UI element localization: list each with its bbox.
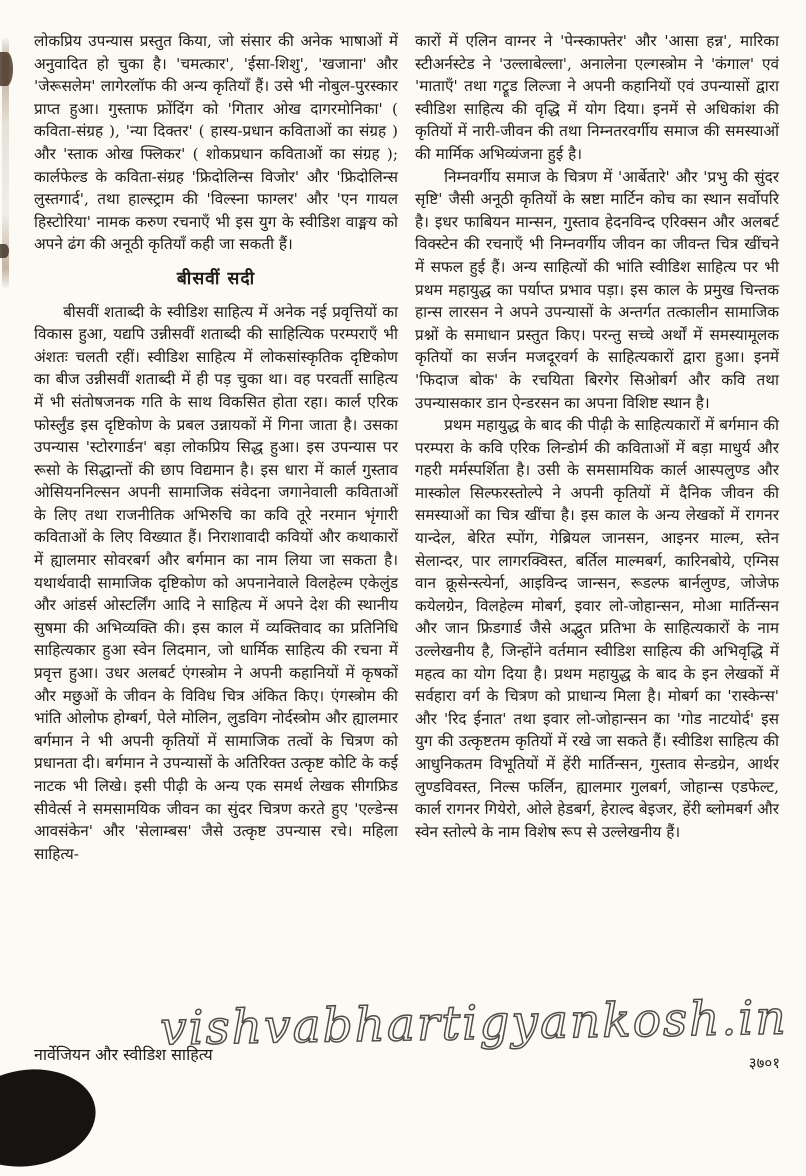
left-column [34,30,398,865]
page-number: ३७०१ [748,1054,780,1072]
body-paragraph: प्रथम महायुद्ध के बाद की पीढ़ी के साहित्यकारों में बर्गमान की परम्परा के कवि एरिक लिन्डोर्म की कविताओं में बड़ा माधुर्य और गहरी मर्मस्पर्शिता है। उसी के समसामयिक कार्ल आस्पलुण्ड और मास्कोल सिल्फरस्तोल्पे ने अपनी कृतियों में दैनिक जीवन की समस्याओं का चित्र खींचा है। इस काल के अन्य लेखकों में रागनर यान्देल, बेरित स्पोंग, गेब्रियल जानसन, आइनर माल्म, स्तेन सेलान्दर, पार लागरक्विस्त, बर्तिल माल्मबर्ग, कारिनबोये, एग्निस वान क्रूसेन्स्त्येर्ना, आइविन्द जान्सन, रूडल्फ बार्नलुण्ड, जोजेफ कयेलग्रेन, विलहेल्म मोबर्ग, इवार लो-जोहान्सन, मोआ मार्तिन्सन और जान फ्रिडगार्ड जैसे अद्भुत प्रतिभा के साहित्यकारों के नाम उल्लेखनीय है, जिन्होंने वर्तमान स्वीडिश साहित्य की अभिवृद्धि में महत्व का योग दिया है। प्रथम महायुद्ध के बाद के इन लेखकों में सर्वहारा वर्ग के चित्रण को प्राधान्य मिला है। मोबर्ग का 'रास्केन्स' और 'रिद ईनात' तथा इवार लो-जोहान्सन का 'गोड नाटयोर्द' इस युग की उत्कृष्टतम कृतियों में रखे जा सकते हैं। स्वीडिश साहित्य की आधुनिकतम विभूतियों में हेंरी मार्तिन्सन, गुस्ताव सेन्डग्रेन, आर्थर लुण्डविवस्त, निल्स फर्लिन, ह्यालमार गुलबर्ग, जोहान्स एडफेल्ट, कार्ल रागनर गियेरो, ओले हेडबर्ग, हेराल्द बेइजर, हेंरी ब्लोमबर्ग और स्वेन स्तोल्पे के नाम विशेष रूप से उल्लेखनीय हैं। [415,416,779,841]
section-heading: बीसवीं सदी [176,268,256,289]
right-column [415,30,779,865]
scan-corner-shadow [0,1060,103,1176]
body-paragraph: लोकप्रिय उपन्यास प्रस्तुत किया, जो संसार की अनेक भाषाओं में अनुवादित हो चुका है। 'चमत्कार', 'ईसा-शिशु', 'खजाना' और 'जेरूसलेम' लागेरलॉफ की अन्य कृतियाँ हैं। उसे भी नोबुल-पुरस्कार प्राप्त हुआ। गुस्ताफ फ्रोंदिंग को 'गितार ओख दागरमोनिका' ( कविता-संग्रह ), 'न्या दिक्तर' ( हास्य-प्रधान कविताओं का संग्रह ) और 'स्ताक ओख फ्लिकर' ( शोकप्रधान कविताओं का संग्रह ); कार्लफेल्ड के कविता-संग्रह 'फ्रिदोलिन्स विजोर' और 'फ्रिदोलिन्स लुस्तगार्द', तथा हाल्स्ट्राम की 'विल्स्ना फाग्लर' और 'एन गायल हिस्टोरिया' नामक करुण रचनाएँ भी इस युग के स्वीडिश वाङ्मय को अपने ढंग की अनूठी कृतियाँ कही जा सकती हैं। [34,32,398,254]
body-paragraph: निम्नवर्गीय समाज के चित्रण में 'आर्बेतारे' और 'प्रभु की सुंदर सृष्टि' जैसी अनूठी कृतियों के स्रष्टा मार्टिन कोच का स्थान सर्वोपरि है। इधर फाबियन मान्सन, गुस्ताव हेदनविन्द एरिक्सन और अलबर्ट विक्स्टेन की रचनाएँ भी निम्नवर्गीय जीवन का जीवन्त चित्र खींचने में सफल हुई हैं। अन्य साहित्यों की भांति स्वीडिश साहित्य पर भी प्रथम महायुद्ध का पर्याप्त प्रभाव पड़ा। इस काल के प्रमुख चिन्तक हान्स लारसन ने अपने उपन्यासों के अन्तर्गत तत्कालीन सामाजिक प्रश्नों के समाधान प्रस्तुत किए। परन्तु सच्चे अर्थों में समस्यामूलक कृतियों का सर्जन मजदूरवर्ग के साहित्यकारों द्वारा हुआ। इनमें 'फिदाज बोक' के रचयिता बिरगेर सिओबर्ग और कवि तथा उपन्यासकार डान ऐन्डरसन का अपना विशिष्ट स्थान है। [415,167,779,412]
body-paragraph: बीसवीं शताब्दी के स्वीडिश साहित्य में अनेक नई प्रवृत्तियों का विकास हुआ, यद्यपि उन्नीसवीं शताब्दी की साहित्यिक परम्पराएँ भी अंशतः चलती रहीं। स्वीडिश साहित्य में लोकसांस्कृतिक दृष्टिकोण का बीज उन्नीसवीं शताब्दी में ही पड़ चुका था। वह परवर्ती साहित्य में भी संतोषजनक गति के साथ विकसित होता रहा। कार्ल एरिक फोर्स्लुंड इस दृष्टिकोण के प्रबल उन्नायकों में गिना जाता है। उसका उपन्यास 'स्टोरगार्डन' बड़ा लोकप्रिय सिद्ध हुआ। इस उपन्यास पर रूसो के सिद्धान्तों की छाप विद्यमान है। इस धारा में कार्ल गुस्ताव ओसियननिल्सन अपनी सामाजिक संवेदना जगानेवाली कविताओं के लिए तथा राजनीतिक अभिरुचि का कवि तूरे नरमान भृंगारी कविताओं के लिए विख्यात हैं। निराशावादी कवियों और कथाकारों में ह्यालमार सोवरबर्ग और बर्गमान का नाम लिया जा सकता है। यथार्थवादी सामाजिक दृष्टिकोण को अपनानेवाले विलहेल्म एकेलुंड और आंडर्स ओस्टर्लिंग आदि ने साहित्य में अपने देश की स्थानीय सुषमा की अभिव्यक्ति की। इस काल में व्यक्तिवाद का प्रतिनिधि साहित्यकार हुआ स्वेन लिदमान, जो धार्मिक साहित्य की रचना में प्रवृत्त हुआ। उधर अलबर्ट एंगस्त्रोम ने अपनी कहानियों में कृषकों और मछुओं के जीवन के विविध चित्र अंकित किए। एंगस्त्रोम की भांति ओलोफ होग्बर्ग, पेले मोलिन, लुडविग नोर्दस्त्रोम और ह्यालमार बर्गमान ने भी अपनी कृतियों में सामाजिक तत्वों के चित्रण को प्रधानता दी। बर्गमान ने उपन्यासों के अतिरिक्त उत्कृष्ट कोटि के कई नाटक भी लिखे। इसी पीढ़ी के अन्य एक समर्थ लेखक सीगफ्रिड सीवेर्त्स ने समसामयिक जीवन का सुंदर चित्रण करते हुए 'एल्डेन्स आवसंकेन' और 'सेलाम्बस' जैसे उत्कृष्ट उपन्यास रचे। महिला साहित्य- [34,302,398,863]
body-paragraph: कारों में एलिन वाग्नर ने 'पेन्स्काफ्तेर' और 'आसा हन्न', मारिका स्टीअर्नस्टेड ने 'उल्लाबेल्ला', अनालेना एल्गस्त्रोम ने 'कंगाल' एवं 'माताएँ' तथा गट्रूड लिल्जा ने अपनी कहानियों एवं उपन्यासों द्वारा स्वीडिश साहित्य की वृद्धि में योग दिया। इनमें से अधिकांश की कृतियों में नारी-जीवन की तथा निम्नतरवर्गीय समाज की समस्याओं की मार्मिक अभिव्यंजना हुई है। [415,32,779,163]
site-watermark: vishvabhartigyankosh.in [159,990,789,1057]
footer-running-title: नार्वेजियन और स्वीडिश साहित्य [34,1045,213,1064]
text-columns [34,30,779,865]
scan-artifact-blob [0,52,13,86]
scan-artifact-blob [0,244,9,258]
